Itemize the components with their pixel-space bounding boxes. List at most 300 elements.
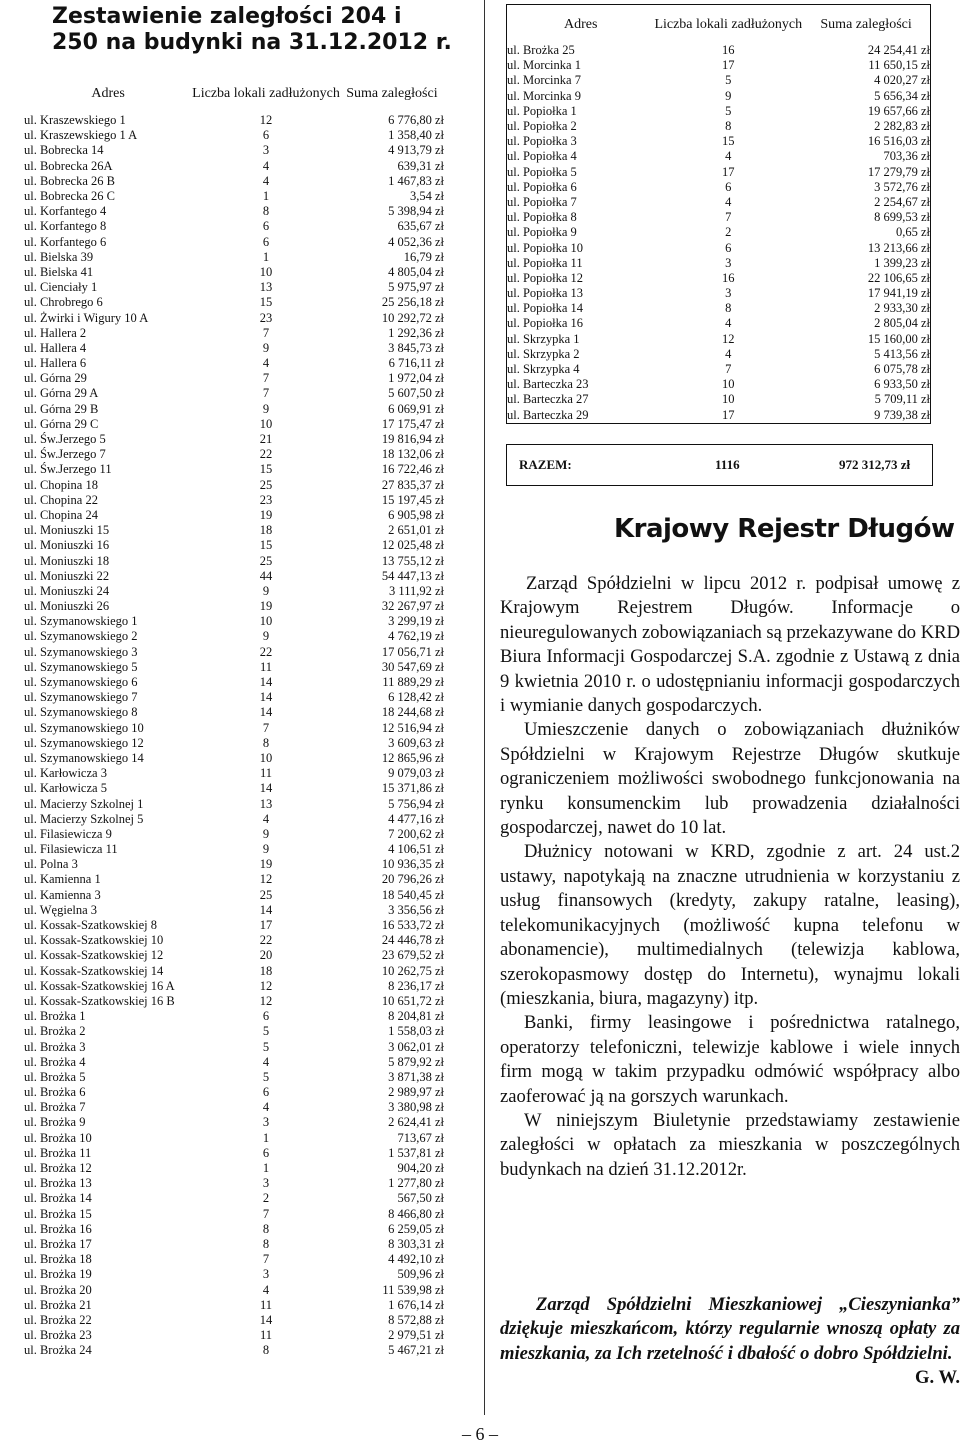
table-body-right <box>507 43 931 423</box>
row-address: ul. Górna 29 C <box>24 416 99 431</box>
table-header <box>24 73 444 113</box>
row-address: ul. Popiołka 4 <box>507 149 577 164</box>
table-row <box>24 462 444 477</box>
table-row <box>24 508 444 523</box>
row-address: ul. Moniuszki 16 <box>24 538 110 553</box>
table-row <box>24 493 444 508</box>
arrears-table-right <box>506 4 931 424</box>
row-count: 4 <box>262 1282 270 1297</box>
table-row <box>24 888 444 903</box>
row-sum: 3 609,63 zł <box>388 735 444 750</box>
row-sum: 3 380,98 zł <box>388 1100 444 1115</box>
row-count: 19 <box>259 507 273 522</box>
table-row <box>24 432 444 447</box>
row-sum: 16 516,03 zł <box>867 134 930 149</box>
row-address: ul. Kraszewskiego 1 <box>24 113 126 128</box>
row-count: 8 <box>725 301 732 316</box>
row-address: ul. Polna 3 <box>24 857 78 872</box>
table-row <box>24 265 444 280</box>
row-address: ul. Popiołka 2 <box>507 119 577 134</box>
row-count: 15 <box>722 134 735 149</box>
row-address: ul. Żwirki i Wigury 10 A <box>24 310 149 325</box>
row-count: 10 <box>722 392 735 407</box>
table-row <box>24 1039 444 1054</box>
table-row <box>24 948 444 963</box>
row-count: 1 <box>262 1161 270 1176</box>
row-sum: 4 492,10 zł <box>388 1252 444 1267</box>
row-count: 9 <box>262 826 270 841</box>
table-row <box>24 1282 444 1297</box>
table-row <box>24 645 444 660</box>
total-sum: 972 312,73 zł <box>839 457 911 472</box>
table-body-left <box>24 113 444 1358</box>
row-address: ul. Chopina 24 <box>24 507 98 522</box>
table-row <box>507 149 931 164</box>
table-row <box>24 1222 444 1237</box>
row-count: 8 <box>725 119 732 134</box>
page-title: Zestawienie zaległości 204 i 250 na budynki na 31.12.2012 r. <box>52 4 452 55</box>
table-row <box>24 1343 444 1358</box>
row-sum: 4 762,19 zł <box>388 629 444 644</box>
row-sum: 16 533,72 zł <box>381 918 444 933</box>
row-count: 5 <box>725 73 732 88</box>
row-address: ul. Popiołka 9 <box>507 225 577 240</box>
row-sum: 2 989,97 zł <box>388 1085 444 1100</box>
row-sum: 2 651,01 zł <box>388 523 444 538</box>
row-sum: 12 025,48 zł <box>381 538 444 553</box>
row-count: 9 <box>262 583 270 598</box>
table-row <box>24 1024 444 1039</box>
row-count: 25 <box>259 477 273 492</box>
row-count: 8 <box>262 1343 270 1358</box>
header-sum: Suma zaległości <box>346 85 438 101</box>
row-address: ul. Barteczka 27 <box>507 392 589 407</box>
row-address: ul. Górna 29 A <box>24 386 99 401</box>
row-address: ul. Brożka 2 <box>24 1024 86 1039</box>
table-row <box>24 736 444 751</box>
row-count: 23 <box>259 310 273 325</box>
row-count: 14 <box>259 781 273 796</box>
row-count: 12 <box>259 978 273 993</box>
row-count: 2 <box>725 225 732 240</box>
row-count: 22 <box>259 447 273 462</box>
table-row <box>507 332 931 347</box>
row-address: ul. Popiołka 14 <box>507 301 584 316</box>
row-address: ul. Brożka 21 <box>24 1297 92 1312</box>
total-label: RAZEM: <box>519 457 572 472</box>
row-sum: 8 699,53 zł <box>874 210 930 225</box>
row-count: 9 <box>262 629 270 644</box>
row-sum: 15 160,00 zł <box>867 331 930 346</box>
column-divider <box>484 0 485 1415</box>
table-row <box>24 872 444 887</box>
row-address: ul. Szymanowskiego 7 <box>24 690 138 705</box>
row-sum: 23 679,52 zł <box>381 948 444 963</box>
table-row <box>24 326 444 341</box>
row-address: ul. Bobrecka 26 B <box>24 173 115 188</box>
row-address: ul. Popiołka 10 <box>507 240 584 255</box>
row-sum: 17 056,71 zł <box>381 644 444 659</box>
row-sum: 8 572,88 zł <box>388 1312 444 1327</box>
table-row <box>24 189 444 204</box>
row-count: 3 <box>262 1176 270 1191</box>
row-address: ul. Moniuszki 22 <box>24 568 110 583</box>
row-address: ul. Węgielna 3 <box>24 902 98 917</box>
krd-article <box>500 572 960 1182</box>
row-sum: 11 889,29 zł <box>382 675 444 690</box>
table-row <box>24 356 444 371</box>
row-count: 17 <box>722 58 735 73</box>
row-address: ul. Brożka 1 <box>24 1009 86 1024</box>
row-address: ul. Św.Jerzego 11 <box>24 462 112 477</box>
row-address: ul. Karłowicza 5 <box>24 781 107 796</box>
table-row <box>24 447 444 462</box>
table-row <box>24 903 444 918</box>
row-address: ul. Barteczka 23 <box>507 377 589 392</box>
table-row <box>24 629 444 644</box>
row-count: 17 <box>722 164 735 179</box>
row-count: 12 <box>722 331 735 346</box>
row-sum: 54 447,13 zł <box>381 568 444 583</box>
table-row <box>24 128 444 143</box>
row-address: ul. Morcinka 9 <box>507 88 581 103</box>
row-address: ul. Szymanowskiego 2 <box>24 629 138 644</box>
table-row <box>24 204 444 219</box>
paragraph: Banki, firmy leasingowe i pośrednictwa ratalnego, operatorzy telefoniczni, telewizje kablowe i wiele innych firm mogą w takim przypadku odmówić współpracy albo zaoferować ją na gorszych warunkach. <box>500 1012 960 1107</box>
row-sum: 4 805,04 zł <box>388 264 444 279</box>
row-count: 6 <box>262 128 270 143</box>
row-count: 8 <box>262 1236 270 1251</box>
row-count: 1 <box>262 189 270 204</box>
table-row <box>24 553 444 568</box>
table-row <box>507 392 931 407</box>
row-address: ul. Brożka 7 <box>24 1100 86 1115</box>
table-row <box>24 174 444 189</box>
row-sum: 1 676,14 zł <box>388 1297 444 1312</box>
row-address: ul. Szymanowskiego 10 <box>24 720 144 735</box>
table-row <box>24 113 444 128</box>
row-count: 4 <box>725 316 732 331</box>
row-count: 7 <box>262 371 270 386</box>
row-address: ul. Brożka 19 <box>24 1267 92 1282</box>
row-count: 5 <box>262 1069 270 1084</box>
table-row <box>507 271 931 286</box>
row-count: 14 <box>259 705 273 720</box>
row-address: ul. Chrobrego 6 <box>24 295 103 310</box>
row-count: 4 <box>262 1054 270 1069</box>
table-row <box>24 690 444 705</box>
row-sum: 11 650,15 zł <box>868 58 930 73</box>
row-address: ul. Szymanowskiego 14 <box>24 750 144 765</box>
row-count: 11 <box>260 1297 273 1312</box>
table-row <box>24 341 444 356</box>
paragraph: Dłużnicy notowani w KRD, zgodnie z art. 24 ust.2 ustawy, napotykają na znaczne utrudnienia w korzystaniu z usług finansowych (kredyty, zakupy ratalne, leasing), telekomunikacyjnych (możliwość kupna telefonu w abonamencie), multimedialnych (telewizja kablowa, szerokopasmowy dostęp do Internetu), wynajmu lokali (mieszkania, biura, magazyny) itp. <box>500 841 960 1009</box>
row-count: 11 <box>260 766 273 781</box>
table-row <box>24 371 444 386</box>
table-row <box>24 1055 444 1070</box>
header-count: Liczba lokali zadłużonych <box>192 85 340 101</box>
row-sum: 8 303,31 zł <box>388 1236 444 1251</box>
row-address: ul. Brożka 13 <box>24 1176 92 1191</box>
row-address: ul. Skrzypka 1 <box>507 331 580 346</box>
table-row <box>24 1237 444 1252</box>
row-count: 21 <box>259 432 273 447</box>
table-row <box>24 1298 444 1313</box>
row-address: ul. Popiołka 16 <box>507 316 584 331</box>
table-row <box>24 827 444 842</box>
row-count: 7 <box>262 1252 270 1267</box>
row-address: ul. Brożka 12 <box>24 1161 92 1176</box>
row-address: ul. Macierzy Szkolnej 1 <box>24 796 144 811</box>
table-row <box>24 1191 444 1206</box>
row-address: ul. Popiołka 3 <box>507 134 577 149</box>
table-row <box>24 857 444 872</box>
row-address: ul. Szymanowskiego 12 <box>24 735 144 750</box>
row-sum: 2 624,41 zł <box>388 1115 444 1130</box>
row-sum: 22 106,65 zł <box>867 270 930 285</box>
row-sum: 16,79 zł <box>403 249 444 264</box>
row-sum: 3 845,73 zł <box>388 340 444 355</box>
row-address: ul. Morcinka 7 <box>507 73 581 88</box>
row-address: ul. Brożka 16 <box>24 1221 92 1236</box>
row-address: ul. Górna 29 B <box>24 401 99 416</box>
row-address: ul. Popiołka 12 <box>507 270 584 285</box>
row-count: 7 <box>262 386 270 401</box>
row-count: 7 <box>262 720 270 735</box>
row-count: 13 <box>259 280 273 295</box>
table-row <box>507 377 931 392</box>
row-sum: 20 796,26 zł <box>381 872 444 887</box>
row-count: 4 <box>725 194 732 209</box>
row-address: ul. Brożka 11 <box>24 1145 92 1160</box>
row-address: ul. Kamienna 1 <box>24 872 101 887</box>
row-address: ul. Brożka 22 <box>24 1312 92 1327</box>
row-address: ul. Kossak-Szatkowskiej 12 <box>24 948 164 963</box>
row-count: 6 <box>262 1009 270 1024</box>
table-row <box>24 219 444 234</box>
table-row <box>24 159 444 174</box>
row-address: ul. Filasiewicza 9 <box>24 826 112 841</box>
row-sum: 11 539,98 zł <box>382 1282 444 1297</box>
table-row <box>24 964 444 979</box>
table-row <box>507 225 931 240</box>
table-header <box>507 5 931 44</box>
row-sum: 12 516,94 zł <box>381 720 444 735</box>
table-row <box>507 240 931 255</box>
table-row <box>24 796 444 811</box>
table-row <box>507 89 931 104</box>
row-sum: 5 413,56 zł <box>874 346 930 361</box>
table-row <box>507 165 931 180</box>
row-count: 7 <box>725 362 732 377</box>
row-count: 3 <box>262 1267 270 1282</box>
row-count: 25 <box>259 553 273 568</box>
row-sum: 904,20 zł <box>397 1161 444 1176</box>
row-sum: 3 572,76 zł <box>874 179 930 194</box>
row-address: ul. Barteczka 29 <box>507 407 589 422</box>
row-sum: 2 282,83 zł <box>874 119 930 134</box>
row-sum: 7 200,62 zł <box>388 826 444 841</box>
row-count: 17 <box>259 918 273 933</box>
row-count: 44 <box>259 568 273 583</box>
table-row <box>24 1328 444 1343</box>
krd-heading: Krajowy Rejestr Długów <box>614 514 955 544</box>
row-address: ul. Popiołka 6 <box>507 179 577 194</box>
row-address: ul. Brożka 4 <box>24 1054 86 1069</box>
row-sum: 1 467,83 zł <box>388 173 444 188</box>
table-row <box>24 781 444 796</box>
row-address: ul. Chopina 18 <box>24 477 98 492</box>
row-sum: 2 254,67 zł <box>874 194 930 209</box>
row-count: 14 <box>259 902 273 917</box>
table-row <box>24 1207 444 1222</box>
row-address: ul. Moniuszki 24 <box>24 583 110 598</box>
thanks-text: Zarząd Spółdzielni Mieszkaniowej „Cieszynianka” dziękuje mieszkańcom, którzy regularnie wnoszą opłaty za mieszkania, za Ich rzetelność i dbałość o dobro Spółdzielni. <box>500 1294 960 1364</box>
row-sum: 1 277,80 zł <box>388 1176 444 1191</box>
row-count: 5 <box>262 1024 270 1039</box>
header-address: Adres <box>91 85 125 101</box>
row-count: 9 <box>262 842 270 857</box>
table-row <box>507 362 931 377</box>
table-row <box>24 766 444 781</box>
row-sum: 10 262,75 zł <box>381 963 444 978</box>
row-count: 7 <box>725 210 732 225</box>
row-sum: 17 175,47 zł <box>381 416 444 431</box>
row-sum: 6 776,80 zł <box>388 113 444 128</box>
row-sum: 5 607,50 zł <box>388 386 444 401</box>
table-row <box>507 210 931 225</box>
row-count: 14 <box>259 1312 273 1327</box>
row-count: 3 <box>725 286 732 301</box>
row-sum: 3 871,38 zł <box>388 1069 444 1084</box>
row-address: ul. Brożka 10 <box>24 1130 92 1145</box>
table-row <box>24 295 444 310</box>
row-count: 10 <box>259 416 273 431</box>
row-address: ul. Bielska 41 <box>24 264 94 279</box>
row-sum: 3 356,56 zł <box>388 902 444 917</box>
row-address: ul. Szymanowskiego 8 <box>24 705 138 720</box>
row-count: 19 <box>259 599 273 614</box>
row-sum: 10 651,72 zł <box>381 993 444 1008</box>
row-sum: 27 835,37 zł <box>381 477 444 492</box>
row-count: 9 <box>725 88 732 103</box>
row-sum: 30 547,69 zł <box>381 659 444 674</box>
table-row <box>507 134 931 149</box>
row-address: ul. Górna 29 <box>24 371 87 386</box>
table-row <box>24 1146 444 1161</box>
paragraph: W niniejszym Biuletynie przedstawiamy zestawienie zaległości w opłatach za mieszkania w poszczególnych budynkach na dzień 31.12.2012r. <box>500 1109 960 1180</box>
row-sum: 6 069,91 zł <box>388 401 444 416</box>
row-sum: 5 709,11 zł <box>874 392 930 407</box>
table-row <box>24 1161 444 1176</box>
table-row <box>24 402 444 417</box>
row-sum: 1 292,36 zł <box>388 325 444 340</box>
row-count: 4 <box>262 1100 270 1115</box>
row-count: 7 <box>262 325 270 340</box>
row-sum: 13 755,12 zł <box>381 553 444 568</box>
row-address: ul. Cienciały 1 <box>24 280 98 295</box>
row-count: 16 <box>722 43 735 58</box>
row-count: 4 <box>725 149 732 164</box>
row-address: ul. Popiołka 13 <box>507 286 584 301</box>
header-count: Liczba lokali zadłużonych <box>654 16 803 32</box>
row-sum: 4 913,79 zł <box>388 143 444 158</box>
row-sum: 4 052,36 zł <box>388 234 444 249</box>
table-row <box>24 310 444 325</box>
row-count: 4 <box>262 811 270 826</box>
row-count: 2 <box>262 1191 270 1206</box>
row-sum: 18 244,68 zł <box>381 705 444 720</box>
table-row <box>507 119 931 134</box>
row-sum: 2 933,30 zł <box>874 301 930 316</box>
row-sum: 8 204,81 zł <box>388 1009 444 1024</box>
row-count: 10 <box>722 377 735 392</box>
row-count: 7 <box>262 1206 270 1221</box>
table-row <box>24 143 444 158</box>
row-count: 22 <box>259 933 273 948</box>
row-sum: 5 467,21 zł <box>388 1343 444 1358</box>
row-count: 14 <box>259 675 273 690</box>
row-address: ul. Brożka 6 <box>24 1085 86 1100</box>
row-sum: 10 936,35 zł <box>381 857 444 872</box>
row-count: 19 <box>259 857 273 872</box>
table-row <box>24 584 444 599</box>
table-row <box>507 195 931 210</box>
row-sum: 10 292,72 zł <box>381 310 444 325</box>
table-row <box>507 347 931 362</box>
total-count: 1116 <box>715 457 740 472</box>
signature: G. W. <box>915 1367 960 1389</box>
row-address: ul. Hallera 2 <box>24 325 87 340</box>
table-row <box>24 933 444 948</box>
table-row <box>24 1267 444 1282</box>
table-row <box>507 58 931 73</box>
row-address: ul. Skrzypka 2 <box>507 346 580 361</box>
row-address: ul. Korfantego 6 <box>24 234 107 249</box>
row-address: ul. Moniuszki 15 <box>24 523 110 538</box>
row-address: ul. Szymanowskiego 1 <box>24 614 138 629</box>
row-address: ul. Bobrecka 26 C <box>24 189 115 204</box>
table-row <box>24 614 444 629</box>
row-count: 8 <box>262 204 270 219</box>
row-count: 20 <box>259 948 273 963</box>
table-row <box>507 73 931 88</box>
row-count: 18 <box>259 523 273 538</box>
row-sum: 713,67 zł <box>397 1130 444 1145</box>
row-sum: 3 062,01 zł <box>388 1039 444 1054</box>
table-row <box>24 918 444 933</box>
row-address: ul. Karłowicza 3 <box>24 766 107 781</box>
row-address: ul. Brożka 14 <box>24 1191 92 1206</box>
row-count: 8 <box>262 735 270 750</box>
row-sum: 8 466,80 zł <box>388 1206 444 1221</box>
row-count: 15 <box>259 295 273 310</box>
row-count: 6 <box>262 234 270 249</box>
row-count: 5 <box>262 1039 270 1054</box>
table-row <box>24 1100 444 1115</box>
row-sum: 4 477,16 zł <box>388 811 444 826</box>
row-count: 11 <box>260 1328 273 1343</box>
table-row <box>24 523 444 538</box>
row-sum: 18 540,45 zł <box>381 887 444 902</box>
row-address: ul. Bobrecka 26A <box>24 158 113 173</box>
row-sum: 635,67 zł <box>397 219 444 234</box>
row-count: 3 <box>262 143 270 158</box>
row-sum: 32 267,97 zł <box>381 599 444 614</box>
row-count: 25 <box>259 887 273 902</box>
paragraph: Umieszczenie danych o zobowiązaniach dłużników Spółdzielni w Krajowym Rejestrze Długów skutkuje ograniczeniem możliwości swobodnego funkcjonowania na rynku konsumenckim lub prowadzenia działalności gospodarczej, nawet do 10 lat. <box>500 719 960 839</box>
row-address: ul. Brożka 18 <box>24 1252 92 1267</box>
